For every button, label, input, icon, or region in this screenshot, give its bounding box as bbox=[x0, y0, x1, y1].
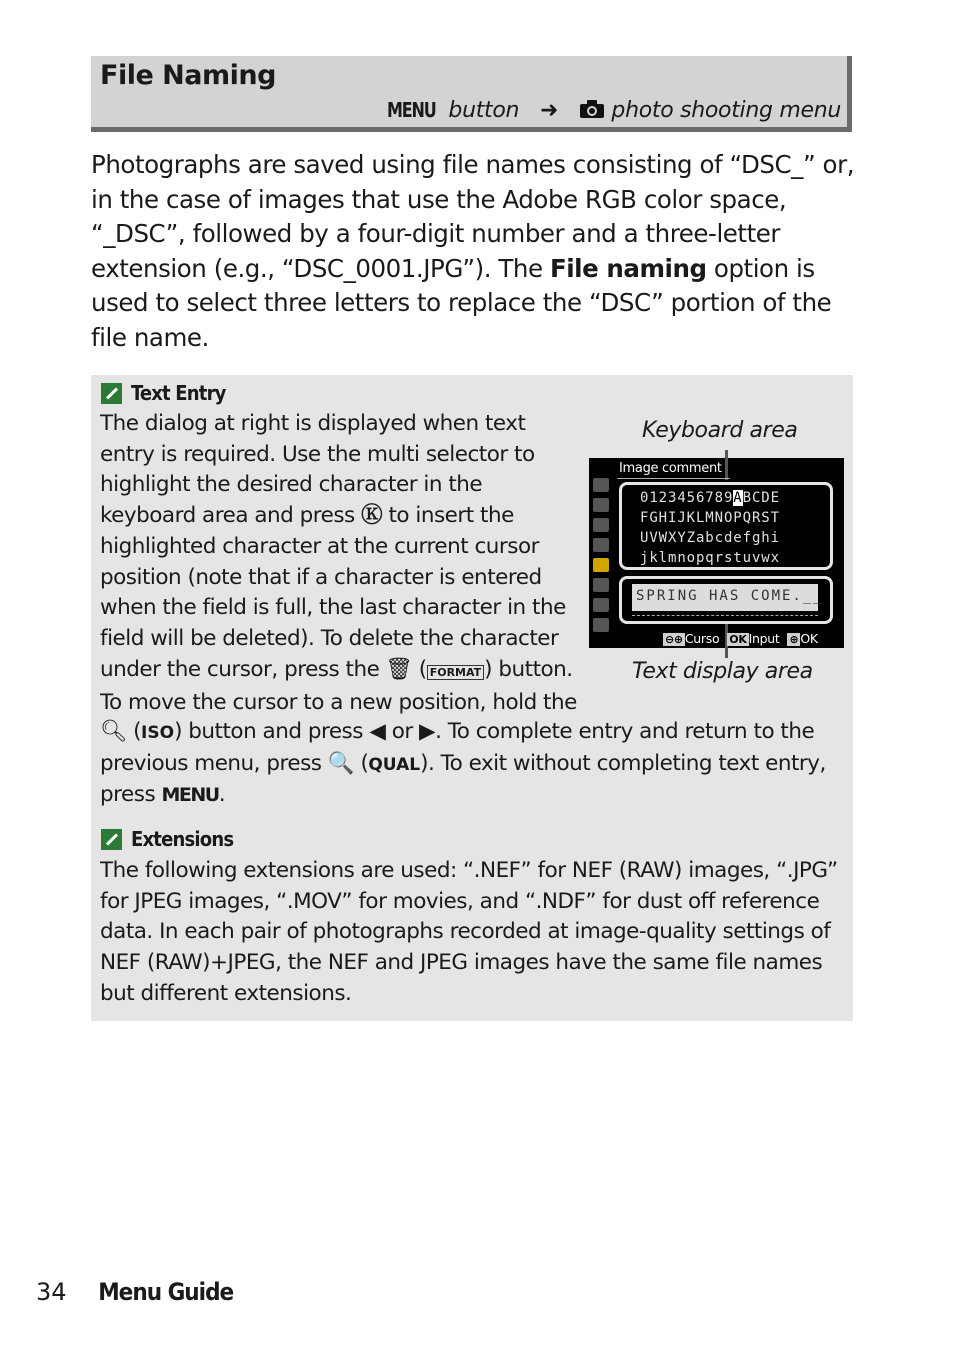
text-field-underline bbox=[632, 614, 818, 616]
keyboard-row-2: FGHIJKLMNOPQRST bbox=[640, 510, 780, 526]
menu-button-label: MENU bbox=[387, 98, 436, 122]
extensions-heading bbox=[101, 827, 233, 851]
text-entry-title: Text Entry bbox=[131, 381, 226, 405]
qual-key-icon: ⊕ bbox=[789, 633, 799, 646]
keyboard-row-4: jklmnopqrstuvwx bbox=[640, 550, 780, 566]
period: . bbox=[218, 782, 226, 808]
text-entry-body-continued: 🔍︎ (ISO) button and press ◀ or ▶. To complete entry and return to the previous menu, press 🔍 (QUAL). To exit without completing text entry, press MENU. bbox=[100, 719, 826, 808]
section-header bbox=[91, 56, 852, 132]
intro-paragraph bbox=[91, 148, 861, 356]
camera-tab-icon bbox=[593, 498, 609, 512]
extensions-title: Extensions bbox=[131, 827, 234, 851]
cursor-key-icon: ⊖⊕ bbox=[665, 633, 683, 646]
ok-key-icon: OK bbox=[729, 633, 747, 646]
text-entry-body-6: ). To exit without completing text entry, press bbox=[100, 750, 826, 808]
keyboard-row-1-rest: BCDE bbox=[742, 490, 780, 506]
pencil-icon bbox=[101, 383, 122, 404]
format-label: FORMAT bbox=[427, 665, 484, 680]
keyboard-row-1 bbox=[640, 490, 780, 506]
trash-icon: 🗑 bbox=[385, 656, 413, 682]
playback-tab-icon bbox=[593, 478, 609, 492]
menu-breadcrumb bbox=[381, 98, 841, 123]
movie-tab-icon bbox=[593, 518, 609, 532]
dialog-title: Image comment bbox=[619, 461, 722, 476]
text-entry-heading bbox=[101, 381, 226, 405]
section-name: Menu Guide bbox=[98, 1278, 234, 1306]
qual-label: QUAL bbox=[368, 754, 421, 775]
keyboard-digits: 0123456789 bbox=[640, 490, 734, 506]
page-number: 34 bbox=[36, 1278, 67, 1306]
entered-text: SPRING HAS COME.__ bbox=[632, 584, 818, 611]
my-menu-tab-icon bbox=[593, 598, 609, 612]
file-naming-term: File naming bbox=[549, 253, 707, 283]
zoom-in-icon: 🔍 bbox=[327, 750, 355, 776]
ok-hint: OK bbox=[800, 631, 818, 646]
iso-label: ISO bbox=[141, 723, 175, 743]
menu-button-label: MENU bbox=[161, 784, 219, 807]
multi-selector-left-icon: ◀ bbox=[369, 719, 386, 744]
ok-button-icon: Ⓚ bbox=[361, 503, 383, 529]
intro-text-2: option is used to select three letters to replace the “DSC” portion of the file name. bbox=[91, 253, 832, 352]
text-entry-dialog bbox=[589, 458, 844, 648]
button-word: button bbox=[448, 98, 520, 123]
or-word: or bbox=[385, 719, 420, 744]
highlighted-key[interactable]: A bbox=[733, 490, 743, 506]
menu-tab-icons bbox=[593, 472, 611, 638]
keyboard-leader-line bbox=[725, 450, 728, 480]
text-entry-body-5: . To complete entry and return to the previous menu, press bbox=[100, 719, 815, 776]
intro-text-1: Photographs are saved using file names consisting of “DSC_” or, in the case of images that use the Adobe RGB color space, “_DSC”, followed by a four-digit number and a three-letter extension (e.g., “DSC_0001.JPG”). The bbox=[91, 150, 855, 283]
menu-name: photo shooting menu bbox=[611, 98, 841, 123]
text-entry-body-4: button and press bbox=[181, 719, 370, 744]
keyboard-area-label: Keyboard area bbox=[642, 418, 798, 443]
text-entry-body-3: button. To move the cursor to a new position, hold the bbox=[100, 656, 577, 716]
pencil-tab-icon bbox=[593, 538, 609, 552]
text-entry-body: The dialog at right is displayed when text entry is required. Use the multi selector to highlight the desired character in the keyboard area and press Ⓚ to insert the highlighted character at the current cursor position (note that if a character is entered when the field is full, the last character in the field will be deleted). To delete the character under the cursor, press the 🗑 ( FORMAT ) button. To move the cursor to a new position, hold the bbox=[100, 411, 577, 716]
page-title: File Naming bbox=[100, 60, 276, 91]
retouch-tab-icon bbox=[593, 578, 609, 592]
keyboard-row-3: UVWXYZabcdefghi bbox=[640, 530, 780, 546]
text-entry-body-1: The dialog at right is displayed when text entry is required. Use the multi selector to highlight the desired character in the keyboard area and press bbox=[100, 411, 535, 529]
camera-icon bbox=[579, 99, 605, 119]
pencil-icon bbox=[101, 829, 122, 850]
page-footer bbox=[36, 1278, 233, 1306]
zoom-out-icon: 🔍︎ bbox=[100, 719, 127, 744]
help-icon bbox=[593, 618, 609, 632]
keyboard-area[interactable] bbox=[619, 482, 833, 570]
text-display-area[interactable] bbox=[619, 576, 833, 624]
multi-selector-right-icon: ▶ bbox=[419, 719, 436, 744]
cursor-hint: Curso bbox=[684, 631, 720, 646]
extensions-body: The following extensions are used: “.NEF” for NEF (RAW) images, “.JPG” for JPEG images, “.MOV” for movies, and “.NDF” for dust off reference data. In each pair of photographs recorded at image-quality settings of NEF (RAW)+JPEG, the NEF and JPEG images have the same file names but different extensions. bbox=[100, 858, 838, 1006]
text-entry-body-2: to insert the highlighted character at the current cursor position (note that if a character is entered when the field is full, the last character in the field will be deleted). To delete the character under the cursor, press the bbox=[100, 503, 566, 682]
dialog-footer bbox=[663, 631, 818, 646]
arrow-icon: ➜ bbox=[539, 98, 559, 123]
input-hint: Input bbox=[748, 631, 780, 646]
setup-tab-icon bbox=[593, 558, 609, 572]
text-display-area-label: Text display area bbox=[632, 659, 813, 684]
